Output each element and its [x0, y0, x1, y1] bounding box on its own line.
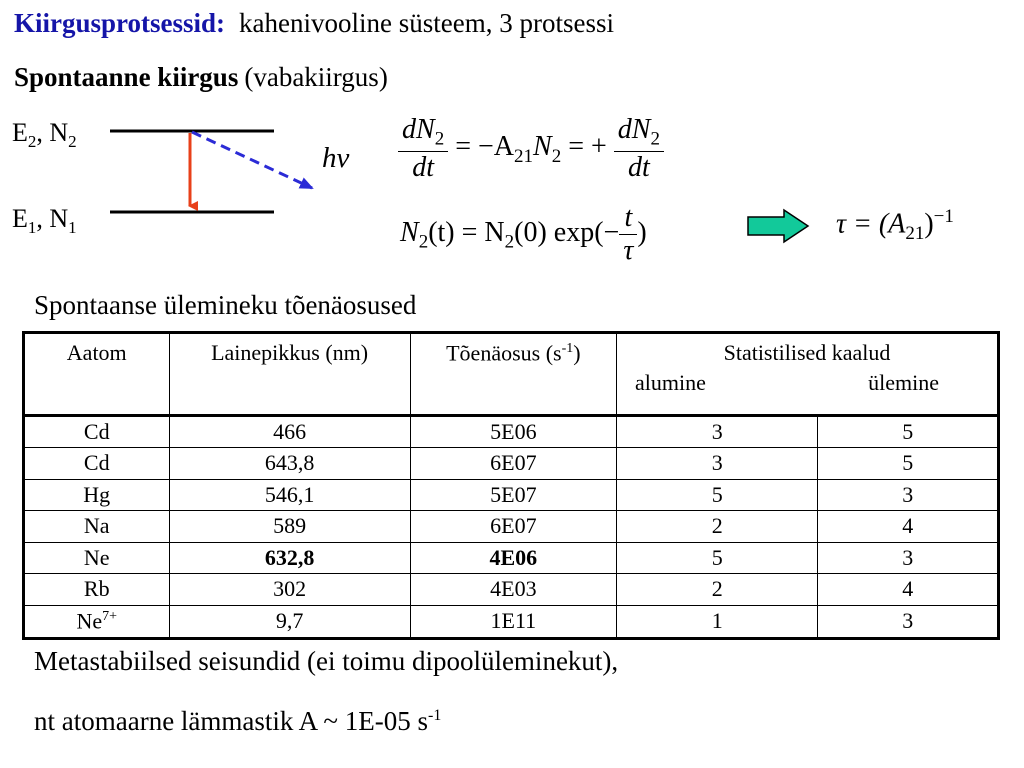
cell-atom: Ne	[24, 542, 170, 574]
cell-wavelength: 9,7	[169, 605, 410, 638]
result-arrow-icon	[746, 208, 810, 244]
cell-weight-upper: 5	[818, 448, 999, 480]
cell-atom: Cd	[24, 415, 170, 448]
cell-probability: 6E07	[410, 511, 616, 543]
cell-wavelength: 632,8	[169, 542, 410, 574]
cell-probability: 5E06	[410, 415, 616, 448]
title-accent: Kiirgusprotsessid:	[14, 8, 226, 38]
cell-weight-lower: 2	[617, 511, 818, 543]
table-row	[24, 605, 999, 638]
cell-wavelength: 643,8	[169, 448, 410, 480]
cell-probability: 1E11	[410, 605, 616, 638]
cell-weight-upper: 3	[818, 605, 999, 638]
cell-weight-lower: 3	[617, 415, 818, 448]
cell-atom: Na	[24, 511, 170, 543]
footer-line-1: Metastabiilsed seisundid (ei toimu dipoolüleminekut),	[34, 646, 619, 676]
rate-equation: $\frac{dN_2}{dt}$ = $-A_{21}N_2$ = + $\frac{dN_2}{dt}$	[398, 114, 664, 184]
cell-weight-lower: 2	[617, 574, 818, 606]
cell-wavelength: 302	[169, 574, 410, 606]
subtitle-bold: Spontaanne kiirgus	[14, 62, 239, 92]
cell-wavelength: 546,1	[169, 479, 410, 511]
slide-title	[14, 8, 614, 39]
subtitle-rest: (vabakiirgus)	[244, 62, 388, 92]
table-row	[24, 574, 999, 606]
slide-subtitle	[14, 62, 388, 93]
table-row	[24, 511, 999, 543]
cell-atom: $Ne^{7+}$	[24, 605, 170, 638]
header-weights: Statistilised kaalud alumine ülemine	[617, 333, 999, 416]
upper-level-label: $E_2$, $N_2$	[12, 118, 77, 152]
header-weights-upper: ülemine	[868, 370, 939, 396]
cell-weight-upper: 4	[818, 574, 999, 606]
cell-atom: Hg	[24, 479, 170, 511]
title-rest: kahenivooline süsteem, 3 protsessi	[239, 8, 614, 38]
table-title: Spontaanse ülemineku tõenäosused	[34, 290, 417, 320]
cell-weight-upper: 3	[818, 542, 999, 574]
header-weights-lower: alumine	[635, 370, 706, 396]
cell-probability: 4E03	[410, 574, 616, 606]
table-row	[24, 542, 999, 574]
header-atom: Aatom	[24, 333, 170, 416]
table-header-row	[24, 333, 999, 416]
table-row	[24, 479, 999, 511]
cell-probability: 6E07	[410, 448, 616, 480]
cell-weight-lower: 5	[617, 479, 818, 511]
footer-line-2: nt atomaarne lämmastik A ~ 1E-05 $s^{-1}$	[34, 706, 442, 736]
table-row	[24, 415, 999, 448]
transition-table	[22, 331, 1000, 640]
table-row	[24, 448, 999, 480]
cell-weight-upper: 3	[818, 479, 999, 511]
cell-weight-lower: 5	[617, 542, 818, 574]
energy-level-diagram	[100, 118, 330, 228]
cell-weight-lower: 1	[617, 605, 818, 638]
lifetime-equation: $\tau = (A_{21})^{-1}$	[836, 206, 954, 244]
cell-atom: Cd	[24, 448, 170, 480]
cell-wavelength: 589	[169, 511, 410, 543]
cell-weight-upper: 5	[818, 415, 999, 448]
lower-level-label: $E_1$, $N_1$	[12, 204, 77, 238]
cell-probability: 5E07	[410, 479, 616, 511]
header-probability: Tõenäosus $(s^{-1})$	[410, 333, 616, 416]
cell-probability: 4E06	[410, 542, 616, 574]
photon-label: hν	[322, 142, 350, 174]
header-wavelength: Lainepikkus (nm)	[169, 333, 410, 416]
photon-arrow	[192, 132, 312, 188]
solution-equation: $N_2(t) = N_2(0)$ exp(− $\frac{t}{\tau}$ )	[400, 202, 647, 266]
cell-wavelength: 466	[169, 415, 410, 448]
cell-weight-upper: 4	[818, 511, 999, 543]
cell-weight-lower: 3	[617, 448, 818, 480]
cell-atom: Rb	[24, 574, 170, 606]
